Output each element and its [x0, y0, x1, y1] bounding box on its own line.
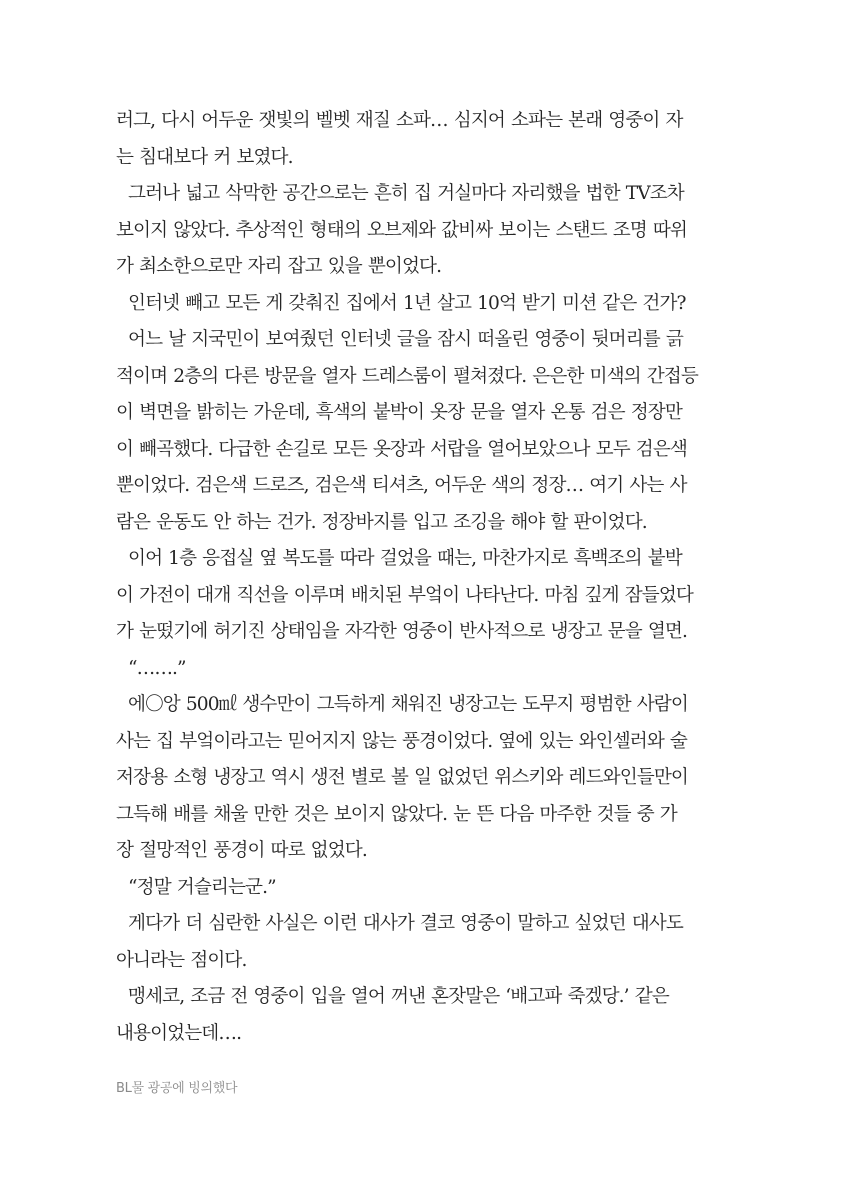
text-line: 장 절망적인 풍경이 따로 없었다.: [116, 840, 367, 861]
text-line: 러그, 다시 어두운 잿빛의 벨벳 재질 소파… 심지어 소파는 본래 영중이 자: [116, 110, 683, 131]
text-line: 맹세코, 조금 전 영중이 입을 열어 꺼낸 혼잣말은 ‘배고파 죽겠당.’ 같은: [116, 986, 669, 1007]
text-line: 그러나 넓고 삭막한 공간으로는 흔히 집 거실마다 자리했을 법한 TV조차: [116, 183, 684, 204]
text-line: 보이지 않았다. 추상적인 형태의 오브제와 값비싸 보이는 스탠드 조명 따위: [116, 219, 687, 241]
text-line: 아니라는 점이다.: [116, 949, 247, 971]
text-line: 이 빼곡했다. 다급한 손길로 모든 옷장과 서랍을 열어보았으나 모두 검은색: [116, 438, 687, 460]
text-line: 저장용 소형 냉장고 역시 생전 별로 볼 일 없었던 위스키와 레드와인들만이: [116, 767, 688, 788]
text-line: 내용이었는데….: [116, 1022, 242, 1044]
text-line: 사는 집 부엌이라고는 믿어지지 않는 풍경이었다. 옆에 있는 와인셀러와 술: [116, 730, 687, 752]
text-line: 가 눈떴기에 허기진 상태임을 자각한 영중이 반사적으로 냉장고 문을 열면.: [116, 621, 687, 642]
text-line: 람은 운동도 안 하는 건가. 정장바지를 입고 조깅을 해야 할 판이었다.: [116, 511, 647, 533]
text-line: 인터넷 빼고 모든 게 갖춰진 집에서 1년 살고 10억 받기 미션 같은 건가?: [116, 292, 686, 314]
text-line: “정말 거슬리는군.”: [116, 876, 276, 898]
text-line: 이어 1층 응접실 옆 복도를 따라 걸었을 때는, 마찬가지로 흑백조의 붙박: [116, 548, 682, 569]
text-line: 가 최소한으로만 자리 잡고 있을 뿐이었다.: [116, 256, 442, 277]
text-line: 에〇앙 500㎖ 생수만이 그득하게 채워진 냉장고는 도무지 평범한 사람이: [116, 694, 688, 715]
text-line: 뿐이었다. 검은색 드로즈, 검은색 티셔츠, 어두운 색의 정장… 여기 사는 사: [116, 475, 687, 496]
text-line: 어느 날 지국민이 보여줬던 인터넷 글을 잠시 떠올린 영중이 뒷머리를 긁: [116, 329, 683, 350]
text-line: 이 벽면을 밝히는 가운데, 흑색의 붙박이 옷장 문을 열자 온통 검은 정장만: [116, 402, 682, 423]
text-line: “…….”: [116, 657, 186, 679]
running-footer-title: BL물 광공에 빙의했다: [116, 1081, 238, 1096]
text-line: 적이며 2층의 다른 방문을 열자 드레스룸이 펼쳐졌다. 은은한 미색의 간접등: [116, 365, 698, 387]
text-line: 는 침대보다 커 보였다.: [116, 146, 293, 168]
body-text: [116, 103, 728, 1052]
text-line: 그득해 배를 채울 만한 것은 보이지 않았다. 눈 뜬 다음 마주한 것들 중 가: [116, 803, 677, 825]
text-line: 게다가 더 심란한 사실은 이런 대사가 결코 영중이 말하고 싶었던 대사도: [116, 913, 683, 934]
text-line: 이 가전이 대개 직선을 이루며 배치된 부엌이 나타난다. 마침 깊게 잠들었다: [116, 584, 693, 606]
